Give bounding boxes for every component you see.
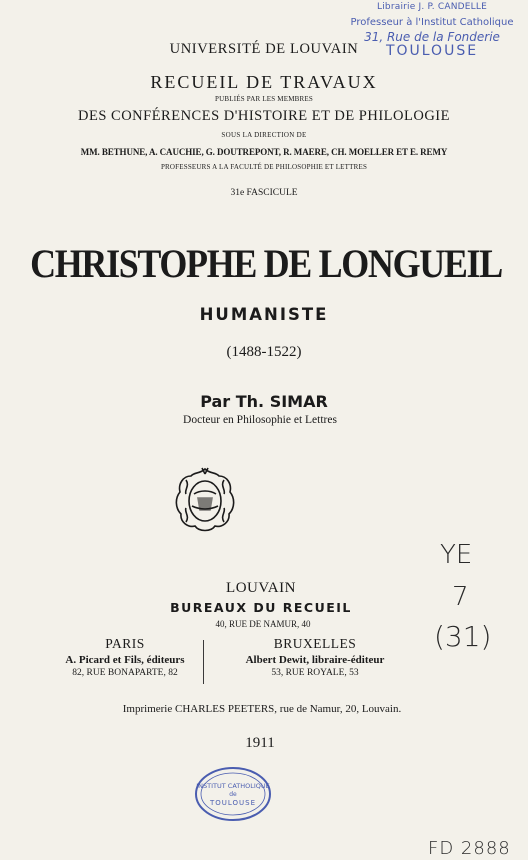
paris-column bbox=[50, 636, 200, 678]
professors-line: PROFESSEURS A LA FACULTÉ DE PHILOSOPHIE ET LETTRES bbox=[160, 163, 368, 171]
stamp-line-3: 31, Rue de la Fonderie bbox=[364, 30, 500, 44]
library-stamp-top: INSTITUT CATHOLIQUE bbox=[196, 782, 270, 790]
bureaux-line: BUREAUX DU RECUEIL bbox=[170, 600, 352, 615]
paris-address: 82, RUE BONAPARTE, 82 bbox=[72, 668, 178, 678]
published-by: PUBLIÉS PAR LES MEMBRES bbox=[215, 95, 313, 103]
handwriting-seven: 7 bbox=[452, 582, 469, 612]
publisher-emblem bbox=[172, 466, 238, 536]
library-stamp-middle: de bbox=[229, 791, 237, 798]
handwriting-thirtyone: (31) bbox=[434, 620, 492, 653]
bruxelles-city: BRUXELLES bbox=[273, 636, 357, 651]
direction-line: SOUS LA DIRECTION DE bbox=[221, 131, 307, 139]
series-title: RECUEIL DE TRAVAUX bbox=[150, 72, 378, 92]
book-dates: (1488-1522) bbox=[226, 344, 302, 360]
bruxelles-publisher: Albert Dewit, libraire-éditeur bbox=[245, 654, 385, 666]
bruxelles-address: 53, RUE ROYALE, 53 bbox=[271, 668, 359, 678]
author-degree: Docteur en Philosophie et Lettres bbox=[183, 414, 337, 426]
bruxelles-column bbox=[224, 636, 406, 678]
stamp-line-4: TOULOUSE bbox=[385, 43, 479, 59]
directors-line: MM. BETHUNE, A. CAUCHIE, G. DOUTREPONT, R. MAERE, CH. MOELLER ET E. REMY bbox=[80, 147, 448, 157]
handwriting-ye: YE bbox=[440, 540, 473, 570]
column-divider bbox=[203, 640, 204, 684]
book-title: CHRISTOPHE DE LONGUEIL bbox=[30, 241, 502, 286]
paris-publisher: A. Picard et Fils, éditeurs bbox=[65, 654, 185, 666]
book-subtitle: HUMANISTE bbox=[199, 305, 329, 324]
paris-city: PARIS bbox=[105, 636, 145, 651]
library-stamp bbox=[194, 766, 272, 822]
printer-line: Imprimerie CHARLES PEETERS, rue de Namur, 20, Louvain. bbox=[122, 703, 402, 715]
imprint-city: LOUVAIN bbox=[226, 580, 296, 596]
author-line: Par Th. SIMAR bbox=[200, 392, 328, 411]
publication-year: 1911 bbox=[245, 735, 275, 751]
library-stamp-bottom: TOULOUSE bbox=[209, 799, 257, 807]
stamp-line-1: Librairie J. P. CANDELLE bbox=[377, 2, 487, 12]
university-name: UNIVERSITÉ DE LOUVAIN bbox=[169, 41, 359, 57]
fascicule: 31e FASCICULE bbox=[230, 188, 298, 198]
stamp-line-2: Professeur à l'Institut Catholique bbox=[350, 17, 514, 28]
bureaux-address: 40, RUE DE NAMUR, 40 bbox=[215, 619, 311, 629]
conferences-line: DES CONFÉRENCES D'HISTOIRE ET DE PHILOLOGIE bbox=[78, 108, 450, 124]
handwriting-bottom: FD 2888 bbox=[428, 838, 511, 859]
